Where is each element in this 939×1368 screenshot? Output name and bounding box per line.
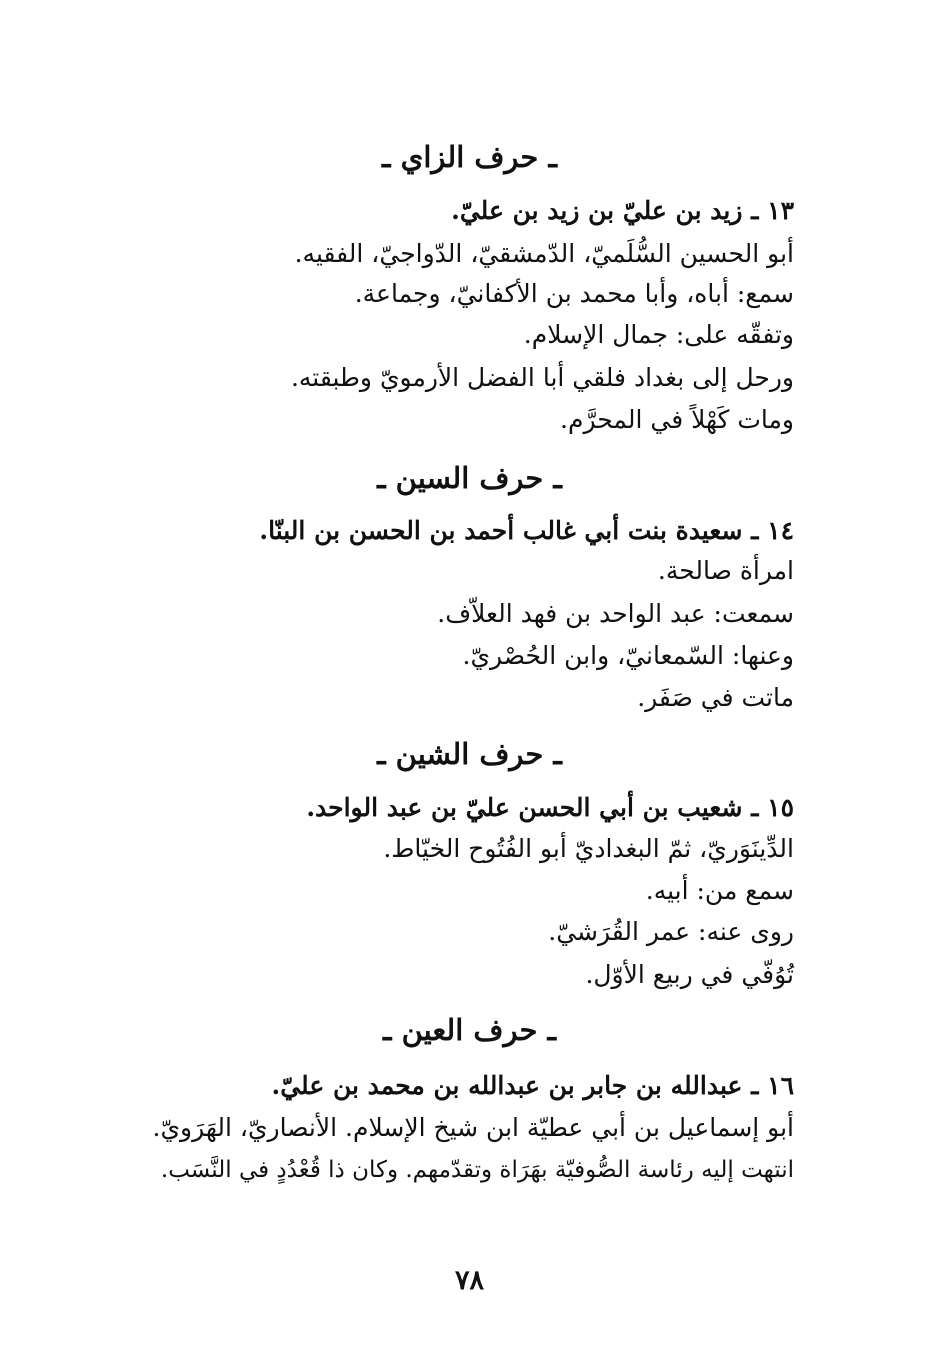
section-heading-ayn: ـ حرف العين ـ bbox=[383, 1013, 556, 1047]
entry-14-line: وعنها: السّمعانيّ، وابن الحُصْريّ. bbox=[462, 641, 794, 670]
entry-14-line: ماتت في صَفَر. bbox=[637, 683, 794, 712]
section-heading-zay: ـ حرف الزاي ـ bbox=[382, 140, 557, 174]
section-heading-sin: ـ حرف السين ـ bbox=[377, 461, 562, 495]
entry-15-line: سمع من: أبيه. bbox=[645, 876, 794, 905]
entry-13-title: ١٣ ـ زيد بن عليّ بن زيد بن عليّ. bbox=[451, 196, 794, 225]
entry-13-line: أبو الحسين السُّلَميّ، الدّمشقيّ، الدّواجيّ، الفقيه. bbox=[294, 239, 794, 268]
entry-13-line: ومات كَهْلاً في المحرَّم. bbox=[560, 405, 794, 434]
entry-13-line: ورحل إلى بغداد فلقي أبا الفضل الأرمويّ وطبقته. bbox=[290, 363, 794, 392]
section-heading-shin: ـ حرف الشين ـ bbox=[377, 737, 562, 771]
entry-16-title: ١٦ ـ عبدالله بن جابر بن عبدالله بن محمد بن عليّ. bbox=[271, 1071, 794, 1100]
entry-15-line: الدِّينَوَريّ، ثمّ البغداديّ أبو الفُتُوح الخيّاط. bbox=[383, 834, 794, 863]
entry-14-title: ١٤ ـ سعيدة بنت أبي غالب أحمد بن الحسن بن البنّا. bbox=[259, 516, 794, 545]
entry-13-line: وتفقّه على: جمال الإسلام. bbox=[523, 320, 794, 349]
entry-16-line: أبو إسماعيل بن أبي عطيّة ابن شيخ الإسلام. الأنصاريّ، الهَرَويّ. bbox=[152, 1113, 794, 1142]
entry-15-line: روى عنه: عمر القُرَشيّ. bbox=[548, 917, 794, 946]
entry-14-line: امرأة صالحة. bbox=[657, 556, 794, 585]
entry-14-line: سمعت: عبد الواحد بن فهد العلاّف. bbox=[437, 599, 794, 628]
entry-15-line: تُوُفّي في ربيع الأوّل. bbox=[585, 960, 794, 989]
entry-15-title: ١٥ ـ شعيب بن أبي الحسن عليّ بن عبد الواحد. bbox=[306, 793, 794, 822]
page-number: ٧٨ bbox=[454, 1265, 484, 1296]
entry-16-line: انتهت إليه رئاسة الصُّوفيّة بهَرَاة وتقدّمهم. وكان ذا قُعْدُدٍ في النَّسَب. bbox=[160, 1157, 794, 1183]
entry-13-line: سمع: أباه، وأبا محمد بن الأكفانيّ، وجماعة. bbox=[354, 279, 794, 308]
